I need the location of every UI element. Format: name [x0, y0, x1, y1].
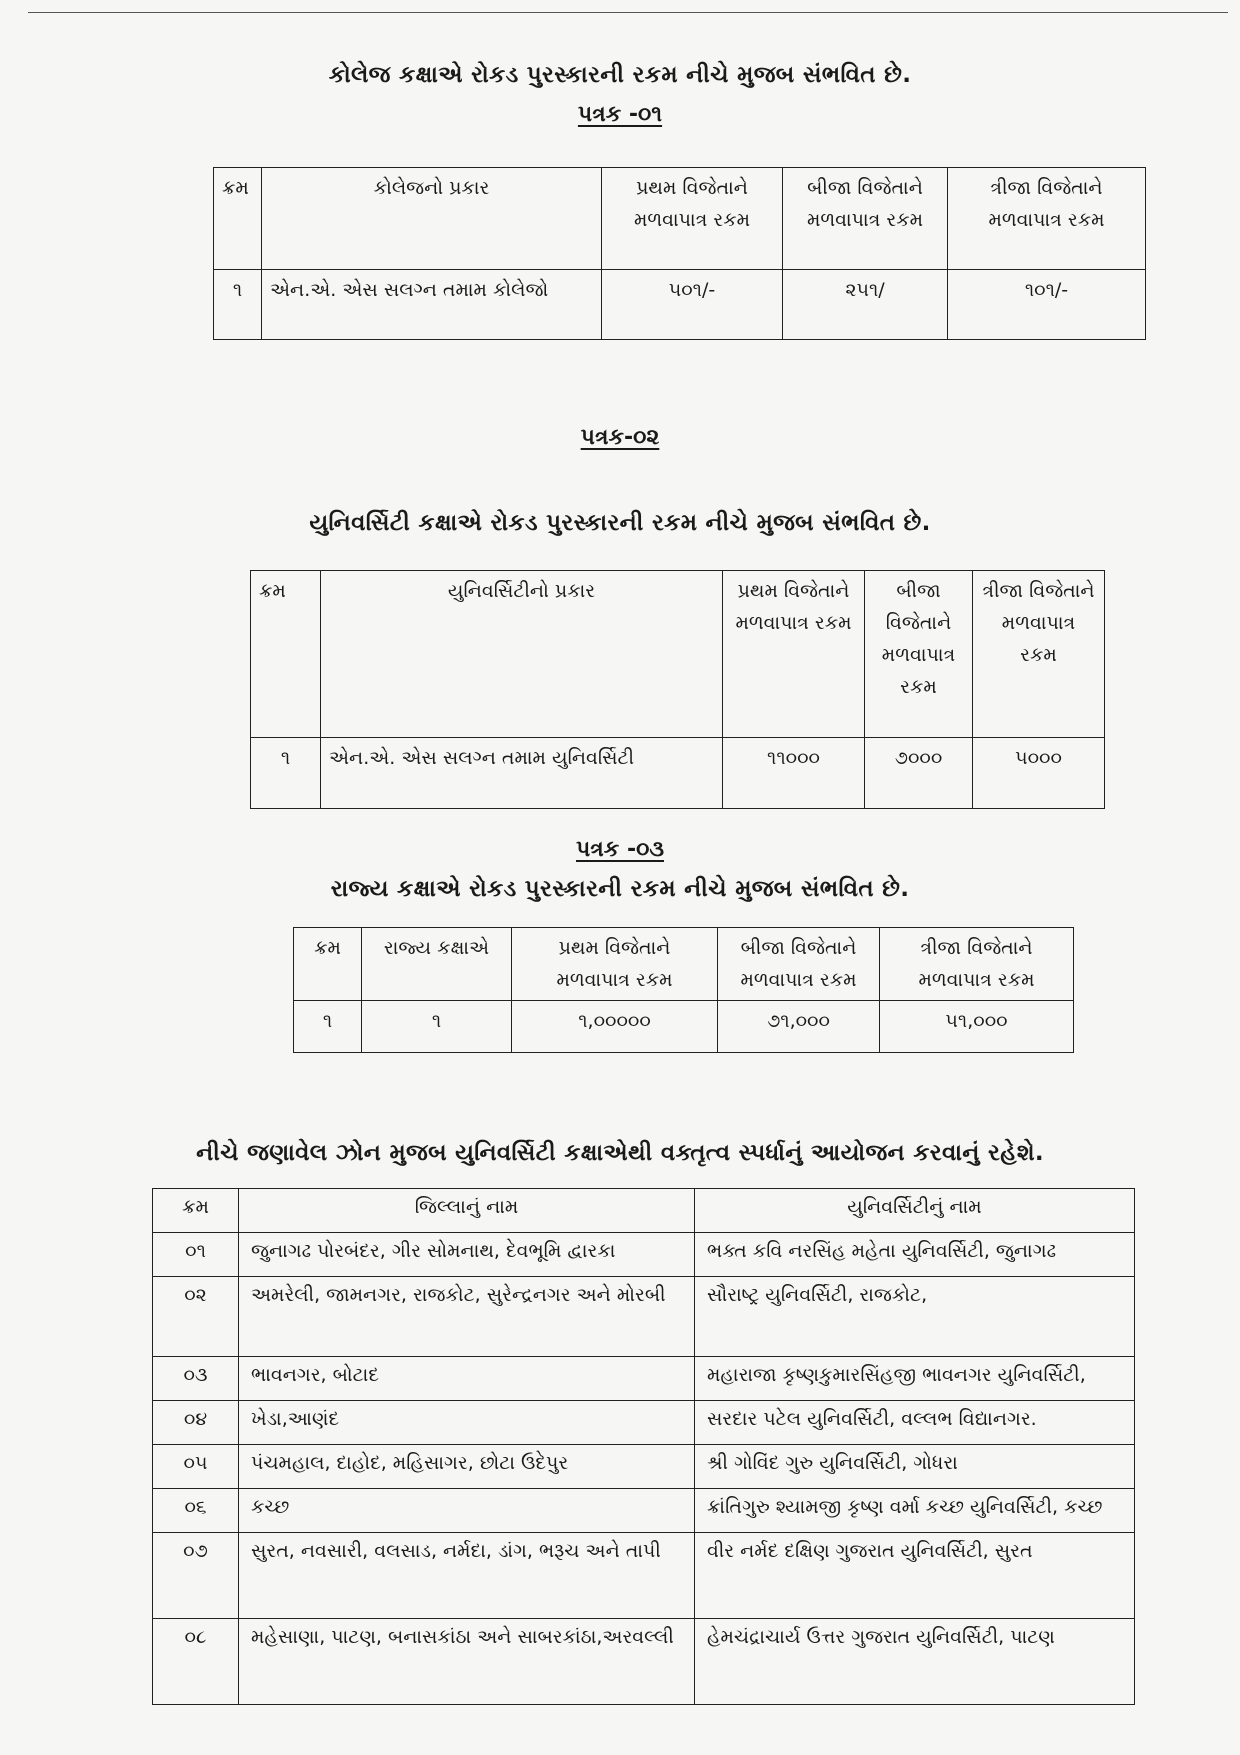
- col-header-serial: ક્રમ: [251, 571, 321, 738]
- cell-district: જુનાગઢ પોરબંદર, ગીર સોમનાથ, દેવભૂમિ દ્વારકા: [239, 1233, 695, 1277]
- cell-district: મહેસાણા, પાટણ, બનાસકાંઠા અને સાબરકાંઠા,અરવલ્લી: [239, 1619, 695, 1705]
- table-row: [251, 738, 1105, 809]
- college-prize-heading: કોલેજ કક્ષાએ રોકડ પુરસ્કારની રકમ નીચે મુજબ સંભવિત છે.: [328, 62, 912, 88]
- cell-university: શ્રી ગોવિંદ ગુરુ યુનિવર્સિટી, ગોધરા: [695, 1445, 1135, 1489]
- table-row: [153, 1445, 1135, 1489]
- cell-university: વીર નર્મદ દક્ષિણ ગુજરાત યુનિવર્સિટી, સુરત: [695, 1533, 1135, 1619]
- cell-third-prize: ૫૦૦૦: [973, 738, 1105, 809]
- cell-district: ભાવનગર, બોટાદ: [239, 1357, 695, 1401]
- table-row: [153, 1357, 1135, 1401]
- col-header-serial: ક્રમ: [214, 168, 262, 270]
- table-header-row: [214, 168, 1146, 270]
- col-header-third-prize: ત્રીજા વિજેતાને મળવાપાત્ર રકમ: [880, 928, 1074, 1001]
- cell-first-prize: ૧૧૦૦૦: [723, 738, 865, 809]
- table-header-row: [251, 571, 1105, 738]
- cell-university: મહારાજા કૃષ્ણકુમારસિંહજી ભાવનગર યુનિવર્સિટી,: [695, 1357, 1135, 1401]
- cell-serial: ૦૭: [153, 1533, 239, 1619]
- cell-serial: ૦૨: [153, 1277, 239, 1357]
- table-row: [153, 1277, 1135, 1357]
- table-row: [153, 1489, 1135, 1533]
- col-header-second-prize: બીજા વિજેતાને મળવાપાત્ર રકમ: [783, 168, 948, 270]
- table-header-row: [153, 1189, 1135, 1233]
- patrak-02-label: પત્રક-૦૨: [580, 425, 660, 450]
- table-header-row: [294, 928, 1074, 1001]
- cell-university-type: એન.એ. એસ સલગ્ન તમામ યુનિવર્સિટી: [321, 738, 723, 809]
- col-header-first-prize: પ્રથમ વિજેતાને મળવાપાત્ર રકમ: [512, 928, 718, 1001]
- top-rule: [28, 12, 1228, 13]
- cell-university: ક્રાંતિગુરુ શ્યામજી કૃષ્ણ વર્મા કચ્છ યુનિવર્સિટી, કચ્છ: [695, 1489, 1135, 1533]
- patrak-03-label: પત્રક -૦૩: [575, 837, 665, 862]
- cell-serial: ૦૧: [153, 1233, 239, 1277]
- table-row: [294, 1001, 1074, 1053]
- college-prize-table: [213, 167, 1146, 340]
- col-header-university-type: યુનિવર્સિટીનો પ્રકાર: [321, 571, 723, 738]
- table-row: [153, 1533, 1135, 1619]
- zone-heading: નીચે જણાવેલ ઝોન મુજબ યુનિવર્સિટી કક્ષાએથી વક્તૃત્વ સ્પર્ધાનું આયોજન કરવાનું રહેશે.: [196, 1140, 1044, 1166]
- cell-college-type: એન.એ. એસ સલગ્ન તમામ કોલેજો: [262, 270, 602, 340]
- col-header-college-type: કોલેજનો પ્રકાર: [262, 168, 602, 270]
- cell-university: સરદાર પટેલ યુનિવર્સિટી, વલ્લભ વિદ્યાનગર.: [695, 1401, 1135, 1445]
- table-row: [153, 1401, 1135, 1445]
- cell-district: ખેડા,આણંદ: [239, 1401, 695, 1445]
- table-row: [153, 1233, 1135, 1277]
- university-prize-heading: યુનિવર્સિટી કક્ષાએ રોકડ પુરસ્કારની રકમ નીચે મુજબ સંભવિત છે.: [309, 510, 931, 536]
- cell-second-prize: ૭૧,૦૦૦: [718, 1001, 880, 1053]
- zone-table: [152, 1188, 1135, 1705]
- cell-state-level: ૧: [362, 1001, 512, 1053]
- patrak-01-label: પત્રક -૦૧: [577, 102, 663, 127]
- col-header-third-prize: ત્રીજા વિજેતાને મળવાપાત્ર રકમ: [948, 168, 1146, 270]
- cell-second-prize: ૨૫૧/: [783, 270, 948, 340]
- state-prize-table: [293, 927, 1074, 1053]
- col-header-district: જિલ્લાનું નામ: [239, 1189, 695, 1233]
- table-row: [214, 270, 1146, 340]
- cell-serial: ૧: [214, 270, 262, 340]
- cell-district: અમરેલી, જામનગર, રાજકોટ, સુરેન્દ્રનગર અને મોરબી: [239, 1277, 695, 1357]
- cell-serial: ૦૮: [153, 1619, 239, 1705]
- cell-university: સૌરાષ્ટ્ર યુનિવર્સિટી, રાજકોટ,: [695, 1277, 1135, 1357]
- col-header-first-prize: પ્રથમ વિજેતાને મળવાપાત્ર રકમ: [602, 168, 783, 270]
- cell-serial: ૦૩: [153, 1357, 239, 1401]
- col-header-second-prize: બીજા વિજેતાને મળવાપાત્ર રકમ: [865, 571, 973, 738]
- col-header-serial: ક્રમ: [294, 928, 362, 1001]
- cell-district: સુરત, નવસારી, વલસાડ, નર્મદા, ડાંગ, ભરૂચ અને તાપી: [239, 1533, 695, 1619]
- cell-university: હેમચંદ્રાચાર્ય ઉત્તર ગુજરાત યુનિવર્સિટી, પાટણ: [695, 1619, 1135, 1705]
- cell-serial: ૦૫: [153, 1445, 239, 1489]
- cell-serial: ૦૬: [153, 1489, 239, 1533]
- cell-serial: ૧: [294, 1001, 362, 1053]
- table-row: [153, 1619, 1135, 1705]
- cell-second-prize: ૭૦૦૦: [865, 738, 973, 809]
- cell-third-prize: ૫૧,૦૦૦: [880, 1001, 1074, 1053]
- cell-district: કચ્છ: [239, 1489, 695, 1533]
- col-header-second-prize: બીજા વિજેતાને મળવાપાત્ર રકમ: [718, 928, 880, 1001]
- cell-serial: ૧: [251, 738, 321, 809]
- cell-district: પંચમહાલ, દાહોદ, મહિસાગર, છોટા ઉદેપુર: [239, 1445, 695, 1489]
- cell-serial: ૦૪: [153, 1401, 239, 1445]
- cell-third-prize: ૧૦૧/-: [948, 270, 1146, 340]
- cell-first-prize: ૧,૦૦૦૦૦: [512, 1001, 718, 1053]
- col-header-university: યુનિવર્સિટીનું નામ: [695, 1189, 1135, 1233]
- university-prize-table: [250, 570, 1105, 809]
- cell-first-prize: ૫૦૧/-: [602, 270, 783, 340]
- col-header-first-prize: પ્રથમ વિજેતાને મળવાપાત્ર રકમ: [723, 571, 865, 738]
- state-prize-heading: રાજ્ય કક્ષાએ રોકડ પુરસ્કારની રકમ નીચે મુજબ સંભવિત છે.: [330, 876, 910, 902]
- col-header-third-prize: ત્રીજા વિજેતાને મળવાપાત્ર રકમ: [973, 571, 1105, 738]
- cell-university: ભક્ત કવિ નરસિંહ મહેતા યુનિવર્સિટી, જુનાગઢ: [695, 1233, 1135, 1277]
- col-header-state-level: રાજ્ય કક્ષાએ: [362, 928, 512, 1001]
- col-header-serial: ક્રમ: [153, 1189, 239, 1233]
